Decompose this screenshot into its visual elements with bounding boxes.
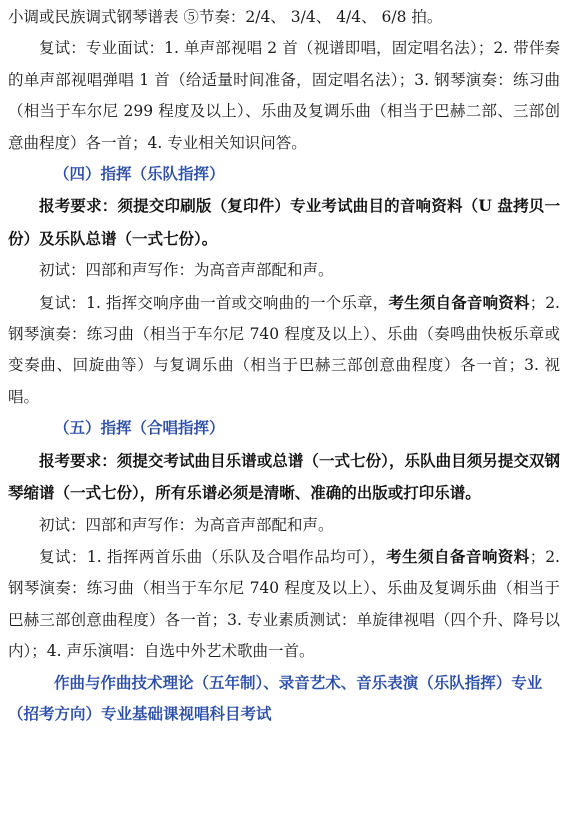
text-segment: 复试：专业面试：1. 单声部视唱 2 首（视谱即唱，固定唱名法）；2. 带伴奏的单声部视唱弹唱 1 首（给适量时间准备，固定唱名法）；3. 钢琴演奏：练习曲（相当于车尔尼 299 程度及以上）、乐曲及复调乐曲（相当于巴赫二部、三部创意曲程度）各一首；4. 专业相关知识问答。	[8, 39, 560, 152]
bold-text-segment: 考生须自备音响资料	[386, 546, 530, 566]
text-segment: 复试：1. 指挥交响序曲一首或交响曲的一个乐章，	[39, 293, 389, 312]
body-paragraph	[8, 255, 560, 286]
text-segment: ；2. 钢琴演奏：练习曲（相当于车尔尼 740 程度及以上）、乐曲（奏鸣曲快板乐章或变奏曲、回旋曲等）与复调乐曲（相当于巴赫三部创意曲程度）各一首；3. 视唱。	[8, 293, 560, 406]
text-segment: ；2. 钢琴演奏：练习曲（相当于车尔尼 740 程度及以上）、乐曲及复调乐曲（相当于巴赫三部创意曲程度）各一首；3. 专业素质测试：单旋律视唱（四个升、降号以内）；4. 声乐演唱：自选中外艺术歌曲一首。	[8, 547, 560, 661]
section-heading	[8, 668, 560, 731]
body-paragraph	[8, 541, 560, 668]
text-segment: 复试：1. 指挥两首乐曲（乐队及合唱作品均可），	[39, 547, 387, 566]
bold-text-segment: 考生须自备音响资料	[388, 292, 530, 312]
text-segment: 初试：四部和声写作：为高音声部配和声。	[39, 261, 334, 280]
bold-text-segment: （五）指挥（合唱指挥）	[54, 419, 225, 438]
body-paragraph	[8, 510, 560, 541]
section-heading	[8, 159, 560, 190]
bold-text-segment: 作曲与作曲技术理论（五年制）、录音艺术、音乐表演（乐队指挥）专业（招考方向）专业基础课视唱科目考试	[8, 673, 543, 723]
body-paragraph	[8, 33, 560, 159]
bold-text-segment: （四）指挥（乐队指挥）	[54, 165, 225, 184]
body-paragraph	[8, 190, 560, 255]
section-heading	[8, 413, 560, 444]
bold-text-segment: 报考要求：须提交考试曲目乐谱或总谱（一式七份），乐队曲目须另提交双钢琴缩谱（一式七份），所有乐谱必须是清晰、准确的出版或打印乐谱。	[8, 450, 560, 503]
text-segment: 小调或民族调式钢琴谱表 ⑤节奏：2/4、 3/4、 4/4、 6/8 拍。	[8, 8, 443, 26]
bold-text-segment: 报考要求：须提交印刷版（复印件）专业考试曲目的音响资料（U 盘拷贝一份）及乐队总谱（一式七份）。	[8, 196, 560, 248]
text-segment: 初试：四部和声写作：为高音声部配和声。	[39, 515, 334, 534]
body-paragraph	[8, 287, 560, 414]
body-paragraph	[8, 2, 560, 33]
body-paragraph	[8, 445, 560, 510]
